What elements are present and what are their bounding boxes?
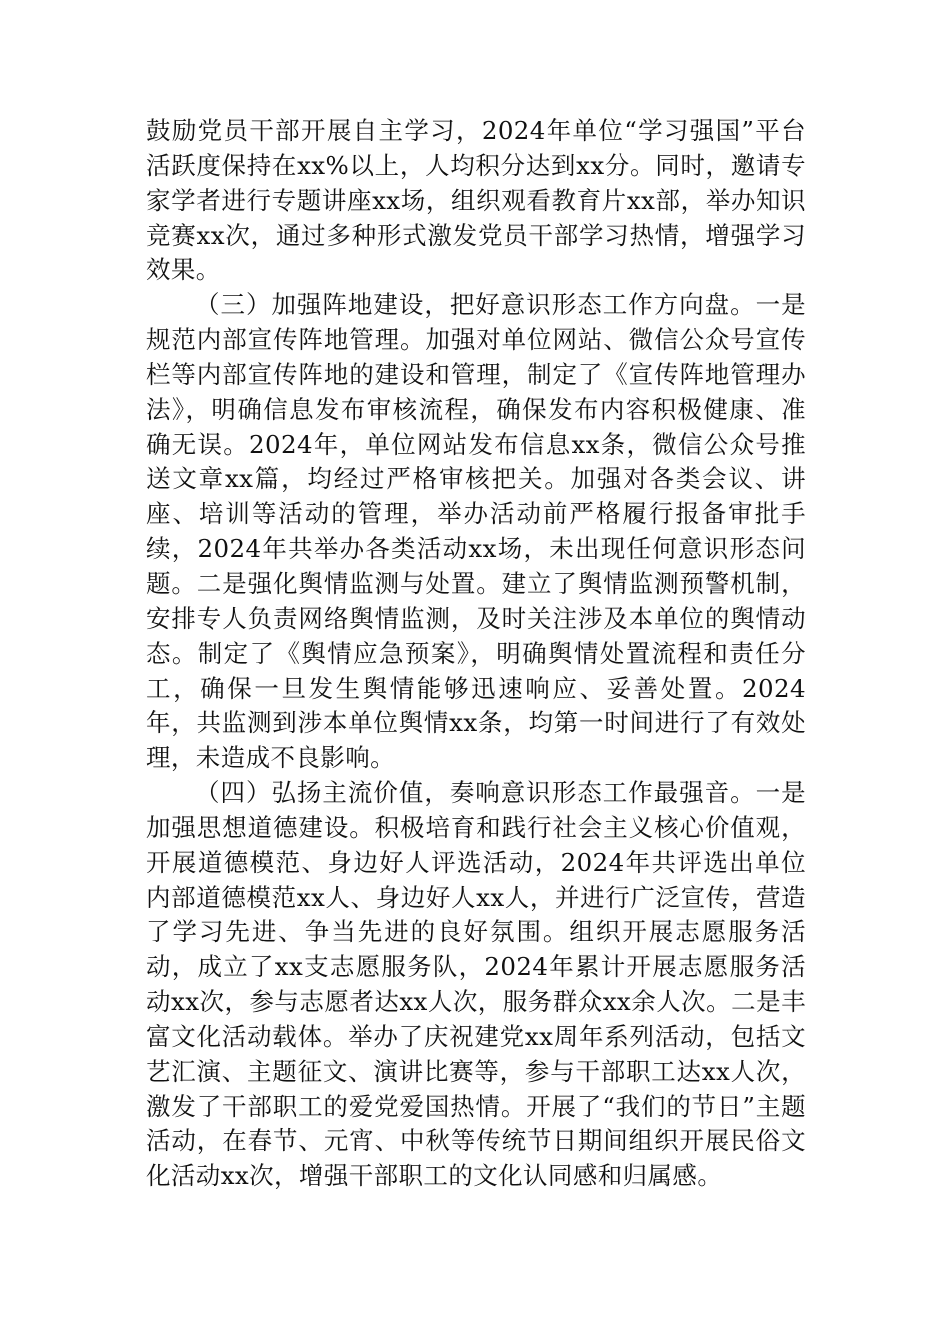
paragraph-text: 一是规范内部宣传阵地管理。加强对单位网站、微信公众号宣传栏等内部宣传阵地的建设和管理，制定了《宣传阵地管理办法》，明确信息发布审核流程，确保发布内容积极健康、准确无误。2024年，单位网站发布信息xx条，微信公众号推送文章xx篇，均经过严格审核把关。加强对各类会议、讲座、培训等活动的管理，举办活动前严格履行报备审批手续，2024年共举办各类活动xx场，未出现任何意识形态问题。二是强化舆情监测与处置。建立了舆情监测预警机制，安排专人负责网络舆情监测，及时关注涉及本单位的舆情动态。制定了《舆情应急预案》，明确舆情处置流程和责任分工，确保一旦发生舆情能够迅速响应、妥善处置。2024年，共监测到涉本单位舆情xx条，均第一时间进行了有效处理，未造成不良影响。 (146, 290, 806, 773)
section-heading: （四）弘扬主流价值，奏响意识形态工作最强音。 (195, 778, 756, 808)
paragraph-section-three (146, 288, 806, 776)
paragraph-section-four (146, 776, 806, 1194)
paragraph-continuation (146, 114, 806, 288)
section-heading: （三）加强阵地建设，把好意识形态工作方向盘。 (195, 290, 756, 320)
paragraph-text: 鼓励党员干部开展自主学习，2024年单位“学习强国”平台活跃度保持在xx%以上，人均积分达到xx分。同时，邀请专家学者进行专题讲座xx场，组织观看教育片xx部，举办知识竞赛xx次，通过多种形式激发党员干部学习热情，增强学习效果。 (146, 116, 806, 285)
document-page (146, 114, 806, 1194)
paragraph-text: 一是加强思想道德建设。积极培育和践行社会主义核心价值观，开展道德模范、身边好人评选活动，2024年共评选出单位内部道德模范xx人、身边好人xx人，并进行广泛宣传，营造了学习先进、争当先进的良好氛围。组织开展志愿服务活动，成立了xx支志愿服务队，2024年累计开展志愿服务活动xx次，参与志愿者达xx人次，服务群众xx余人次。二是丰富文化活动载体。举办了庆祝建党xx周年系列活动，包括文艺汇演、主题征文、演讲比赛等，参与干部职工达xx人次，激发了干部职工的爱党爱国热情。开展了“我们的节日”主题活动，在春节、元宵、中秋等传统节日期间组织开展民俗文化活动xx次，增强干部职工的文化认同感和归属感。 (146, 778, 806, 1191)
